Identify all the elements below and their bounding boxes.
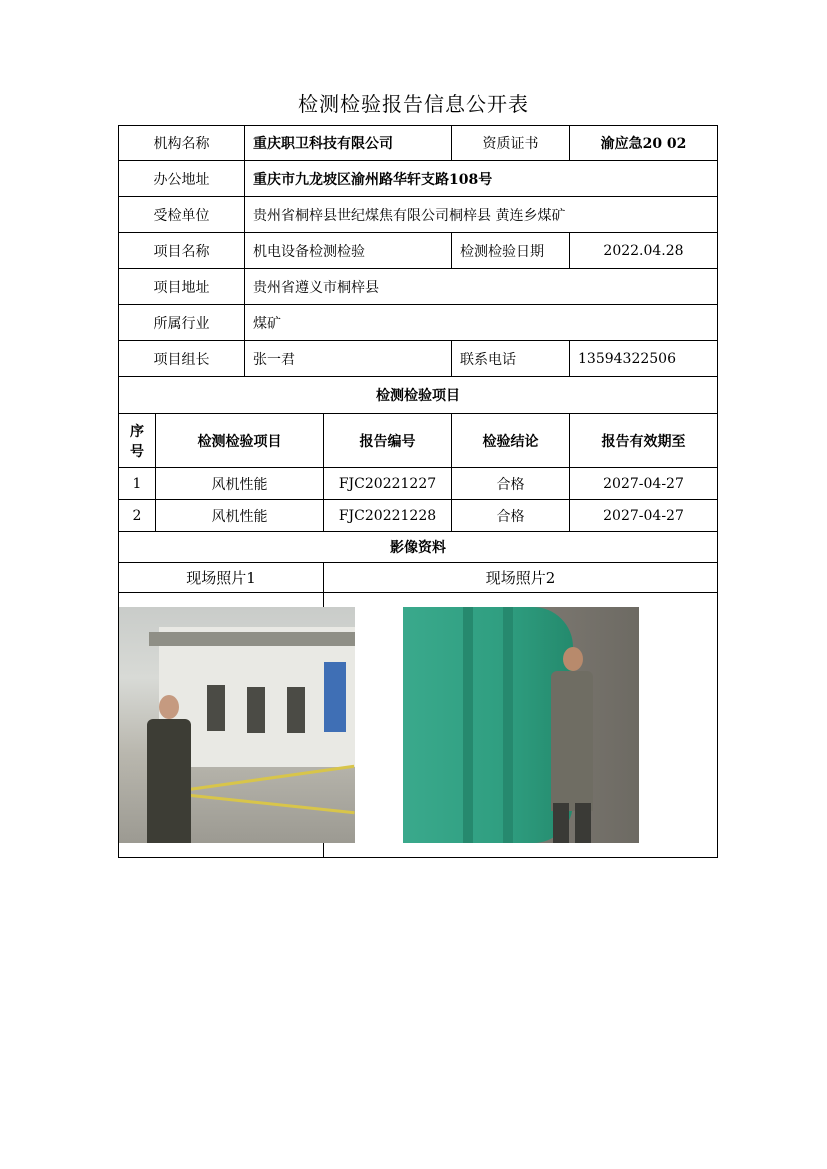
org-label: 机构名称	[119, 126, 245, 161]
addr-value: 重庆市九龙坡区渝州路华轩支路108号	[245, 161, 718, 197]
photo2-cell	[324, 593, 718, 858]
row-no: 2	[119, 500, 156, 532]
door	[207, 685, 225, 731]
cert-label: 资质证书	[452, 126, 570, 161]
report-table	[118, 125, 718, 858]
site-photo-1	[119, 607, 355, 843]
page-title: 检测检验报告信息公开表	[298, 92, 529, 116]
leader-label: 项目组长	[119, 341, 245, 377]
proj-addr-value: 贵州省遵义市桐梓县	[245, 269, 718, 305]
ground-line	[180, 765, 355, 792]
ground-line	[179, 793, 354, 814]
row-result: 合格	[452, 468, 570, 500]
photo2-label: 现场照片2	[324, 563, 718, 593]
fan-ring	[503, 607, 513, 843]
phone-label: 联系电话	[452, 341, 570, 377]
images-section-title: 影像资料	[119, 532, 718, 563]
project-label: 项目名称	[119, 233, 245, 269]
project-value: 机电设备检测检验	[245, 233, 452, 269]
inspector-head	[563, 647, 583, 671]
phone-value: 13594322506	[570, 341, 718, 377]
header-no-top: 序	[130, 423, 144, 440]
inspector-leg	[575, 803, 591, 843]
row-item: 风机性能	[156, 468, 324, 500]
date-value: 2022.04.28	[570, 233, 718, 269]
table-row	[119, 468, 718, 500]
fan-ring	[463, 607, 473, 843]
person-body	[147, 719, 191, 843]
items-section-title: 检测检验项目	[119, 377, 718, 414]
proj-addr-label: 项目地址	[119, 269, 245, 305]
cert-value: 渝应急20 02	[570, 126, 718, 161]
row-report: FJC20221228	[324, 500, 452, 532]
roof	[149, 632, 355, 646]
header-report: 报告编号	[324, 414, 452, 468]
client-label: 受检单位	[119, 197, 245, 233]
door	[247, 687, 265, 733]
date-label: 检测检验日期	[452, 233, 570, 269]
photo1-cell	[119, 593, 324, 858]
header-result: 检验结论	[452, 414, 570, 468]
row-item: 风机性能	[156, 500, 324, 532]
org-value: 重庆职卫科技有限公司	[245, 126, 452, 161]
inspector-leg	[553, 803, 569, 843]
table-row	[119, 500, 718, 532]
row-report: FJC20221227	[324, 468, 452, 500]
row-no: 1	[119, 468, 156, 500]
industry-value: 煤矿	[245, 305, 718, 341]
signboard	[324, 662, 346, 732]
header-item: 检测检验项目	[156, 414, 324, 468]
row-valid: 2027-04-27	[570, 468, 718, 500]
header-valid: 报告有效期至	[570, 414, 718, 468]
site-photo-2	[403, 607, 639, 843]
door	[287, 687, 305, 733]
fan-housing	[403, 607, 573, 843]
inspector-body	[551, 671, 593, 811]
header-no-bottom: 号	[130, 443, 144, 460]
row-valid: 2027-04-27	[570, 500, 718, 532]
photo1-label: 现场照片1	[119, 563, 324, 593]
industry-label: 所属行业	[119, 305, 245, 341]
client-value: 贵州省桐梓县世纪煤焦有限公司桐梓县 黄连乡煤矿	[245, 197, 718, 233]
person-head	[159, 695, 179, 719]
header-no	[119, 414, 156, 468]
row-result: 合格	[452, 500, 570, 532]
addr-label: 办公地址	[119, 161, 245, 197]
leader-value: 张一君	[245, 341, 452, 377]
